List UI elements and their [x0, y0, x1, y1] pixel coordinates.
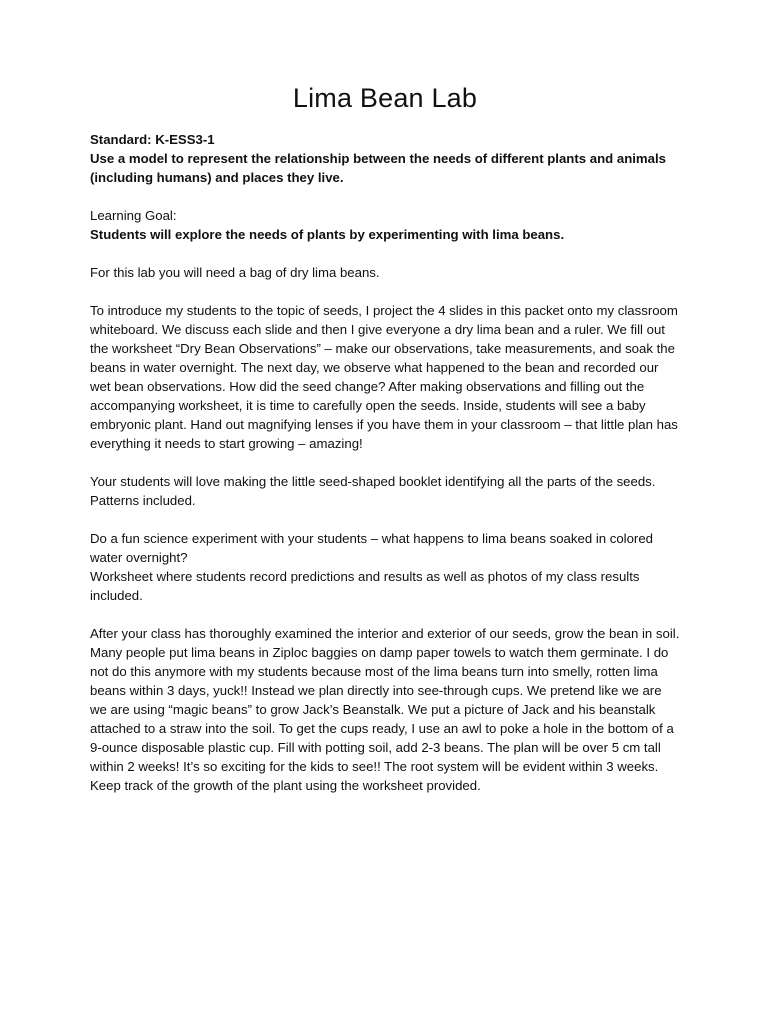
spacer: [90, 187, 680, 206]
document-title: Lima Bean Lab: [292, 83, 478, 113]
learning-goal-label: Learning Goal:: [90, 208, 177, 223]
spacer: [90, 453, 680, 472]
standard-label: Standard: K-ESS3-1: [90, 132, 215, 147]
learning-goal-text: Students will explore the needs of plants by experimenting with lima beans.: [90, 227, 565, 242]
paragraph-worksheet: Worksheet where students record predictions and results as well as photos of my class results included.: [90, 569, 640, 603]
spacer: [90, 605, 680, 624]
document-page: [90, 80, 680, 795]
paragraph-introduction: To introduce my students to the topic of seeds, I project the 4 slides in this packet onto my classroom whiteboard. We discuss each slide and then I give everyone a dry lima bean and a ruler. We fill out the worksheet “Dry Bean Observations” – make our observations, take measurements, and soak the beans in water overnight. The next day, we observe what happened to the bean and recorded our wet bean observations. How did the seed change? After making observations and filling out the accompanying worksheet, it is time to carefully open the seeds. Inside, students will see a baby embryonic plant. Hand out magnifying lenses if you have them in your classroom – that little plan has everything it needs to start growing – amazing!: [90, 303, 678, 451]
paragraph-growing: After your class has thoroughly examined the interior and exterior of our seeds, grow the bean in soil. Many people put lima beans in Ziploc baggies on damp paper towels to watch them germinate. I do not do this anymore with my students because most of the lima beans turn into smelly, rotten lima beans within 3 days, yuck!! Instead we plan directly into see-through cups. We pretend like we are we are using “magic beans” to grow Jack’s Beanstalk. We put a picture of Jack and his beanstalk attached to a straw into the soil. To get the cups ready, I use an awl to poke a hole in the bottom of a 9-ounce disposable plastic cup. Fill with potting soil, add 2-3 beans. The plan will be over 5 cm tall within 2 weeks! It’s so exciting for the kids to see!! The root system will be evident within 3 weeks. Keep track of the growth of the plant using the worksheet provided.: [90, 626, 680, 793]
spacer: [90, 282, 680, 301]
paragraph-experiment: Do a fun science experiment with your students – what happens to lima beans soaked in colored water overnight?: [90, 531, 653, 565]
spacer: [90, 244, 680, 263]
standard-text: Use a model to represent the relationship between the needs of different plants and animals (including humans) and places they live.: [90, 151, 666, 185]
paragraph-materials: For this lab you will need a bag of dry lima beans.: [90, 265, 380, 280]
paragraph-booklet: Your students will love making the little seed-shaped booklet identifying all the parts of the seeds. Patterns included.: [90, 474, 656, 508]
spacer: [90, 510, 680, 529]
